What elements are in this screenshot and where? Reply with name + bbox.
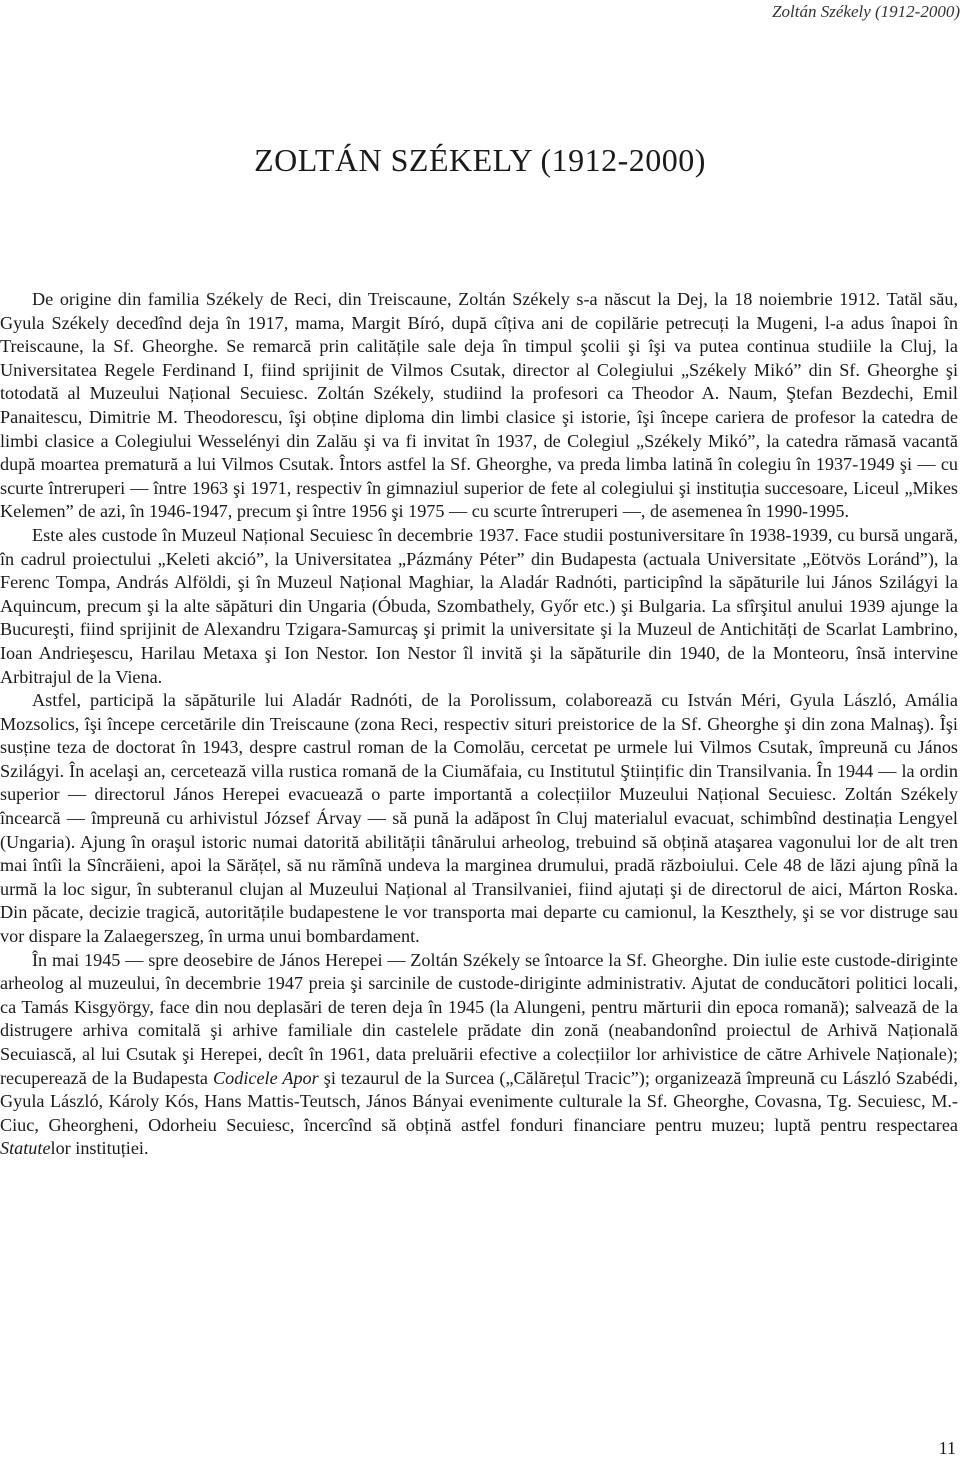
paragraph [0, 689, 958, 949]
paragraph-text: Astfel, participă la săpăturile lui Aladár Radnóti, de la Porolissum, colaborează cu István Méri, Gyula László, Amália Mozsolics, îşi începe cercetările din Treiscaune (zona Reci, respectiv situri preistorice de la Sf. Gheorghe şi din zona Malnaş). Îşi susține teza de doctorat în 1943, despre castrul roman de la Comolău, cercetat pe urmele lui Vilmos Csutak, împreună cu János Szilágyi. În acelaşi an, cercetează villa rustica romană de la Ciumăfaia, cu Institutul Ştiințific din Transilvania. În 1944 — la ordin superior — directorul János Herepei evacuează o parte importantă a colecțiilor Muzeului Național Secuiesc. Zoltán Székely încearcă — împreună cu arhivistul József Árvay — să pună la adăpost în Cluj materialul evacuat, schimbînd destinația Lengyel (Ungaria). Ajung în oraşul istoric numai datorită abilității tânărului arheolog, trebuind să obțină ataşarea vagonului lor de alt tren mai întîi la Sîncrăieni, apoi la Sărățel, să nu rămînă undeva la marginea drumului, pradă războiului. Cele 48 de lăzi ajung pînă la urmă la loc sigur, în subteranul clujan al Muzeului Național al Transilvaniei, fiind ajutați şi de directorul de aici, Márton Roska. Din păcate, decizie tragică, autoritățile budapestene le vor transporta mai departe cu camionul, la Keszthely, şi se vor distruge sau vor dispare la Zalaegerszeg, în urma unui bombardament. [0, 690, 958, 947]
paragraph-text: şi tezaurul de la Surcea („Călărețul Tracic”); organizează împreună cu László Szabédi, Gyula László, Károly Kós, Hans Mattis-Teutsch, János Bányai evenimente culturale la Sf. Gheorghe, Covasna, Tg. Secuiesc, M.-Ciuc, Gheorgheni, Odorheiu Secuiesc, încercînd să obțină astfel fonduri financiare pentru muzeu; luptă pentru respectarea [0, 1067, 958, 1135]
paragraph-text: În mai 1945 — spre deosebire de János Herepei — Zoltán Székely se întoarce la Sf. Gheorghe. Din iulie este custode-diriginte arheolog al muzeului, în decembrie 1947 preia şi sarcinile de custode-diriginte administrativ. Ajutat de conducători politici locali, ca Tamás Kisgyörgy, face din nou deplasări de teren deja în 1945 (la Alungeni, pentru mărturii din epoca romană); salvează de la distrugere arhiva comitală şi arhive familiale din castelele prădate din zonă (neabandonînd proiectul de Arhivă Națională Secuiască, al lui Csutak şi Herepei, decît în 1961, data preluării efective a colecțiilor lor arhivistice de către Arhivele Naționale); recuperează de la Budapesta [0, 949, 958, 1088]
article-body [0, 288, 958, 1161]
page-title: ZOLTÁN SZÉKELY (1912-2000) [254, 142, 706, 178]
paragraph [0, 524, 958, 689]
paragraph [0, 288, 958, 524]
paragraph [0, 949, 958, 1161]
italic-text: Codicele Apor [213, 1067, 319, 1088]
paragraph-text: Este ales custode în Muzeul Național Secuiesc în decembrie 1937. Face studii postuniversitare în 1938-1939, cu bursă ungară, în cadrul proiectului „Keleti akció”, la Universitatea „Pázmány Péter” din Budapesta (actuala Universitate „Eötvös Loránd”), la Ferenc Tompa, András Alföldi, şi în Muzeul Național Maghiar, la Aladár Radnóti, participînd la săpăturile lui János Szilágyi la Aquincum, precum şi la alte săpături din Ungaria (Óbuda, Szombathely, Győr etc.) şi Bulgaria. La sfîrşitul anului 1939 ajunge la Bucureşti, fiind sprijinit de Alexandru Tzigara-Samurcaş şi primit la universitate şi la Muzeul de Antichități de Scarlat Lambrino, Ioan Andrieşescu, Harilau Metaxa şi Ion Nestor. Ion Nestor îl invită şi la săpăturile din 1940, de la Monteoru, însă intervine Arbitrajul de la Viena. [0, 524, 958, 687]
page-number: 11 [938, 1438, 956, 1458]
italic-text: Statute [0, 1138, 51, 1159]
paragraph-text: lor instituției. [50, 1138, 149, 1159]
paragraph-text: De origine din familia Székely de Reci, din Treiscaune, Zoltán Székely s-a născut la Dej, la 18 noiembrie 1912. Tatăl său, Gyula Székely decedînd deja în 1917, mama, Margit Bíró, după cîțiva ani de copilărie petrecuți la Mugeni, l-a adus înapoi în Treiscaune, la Sf. Gheorghe. Se remarcă prin calitățile sale deja în timpul şcolii şi îşi va putea continua studiile la Cluj, la Universitatea Regele Ferdinand I, fiind sprijinit de Vilmos Csutak, director al Colegiului „Székely Mikó” din Sf. Gheorghe şi totodată al Muzeului Național Secuiesc. Zoltán Székely, studiind la profesori ca Theodor A. Naum, Ştefan Bezdechi, Emil Panaitescu, Dimitrie M. Theodorescu, îşi obține diploma din limbi clasice şi istorie, îşi începe cariera de profesor la catedra de limbi clasice a Colegiului Wesselényi din Zalău şi va fi invitat în 1937, de Colegiul „Székely Mikó”, la catedra rămasă vacantă după moartea prematură a lui Vilmos Csutak. Întors astfel la Sf. Gheorghe, va preda limba latină în colegiu în 1937-1949 şi — cu scurte întreruperi — între 1963 şi 1971, respectiv în gimnaziul superior de fete al colegiului şi instituția succesoare, Liceul „Mikes Kelemen” de azi, în 1946-1947, precum şi între 1956 şi 1975 — cu scurte întreruperi —, de asemenea în 1990-1995. [0, 289, 958, 522]
running-header: Zoltán Székely (1912-2000) [772, 2, 960, 21]
